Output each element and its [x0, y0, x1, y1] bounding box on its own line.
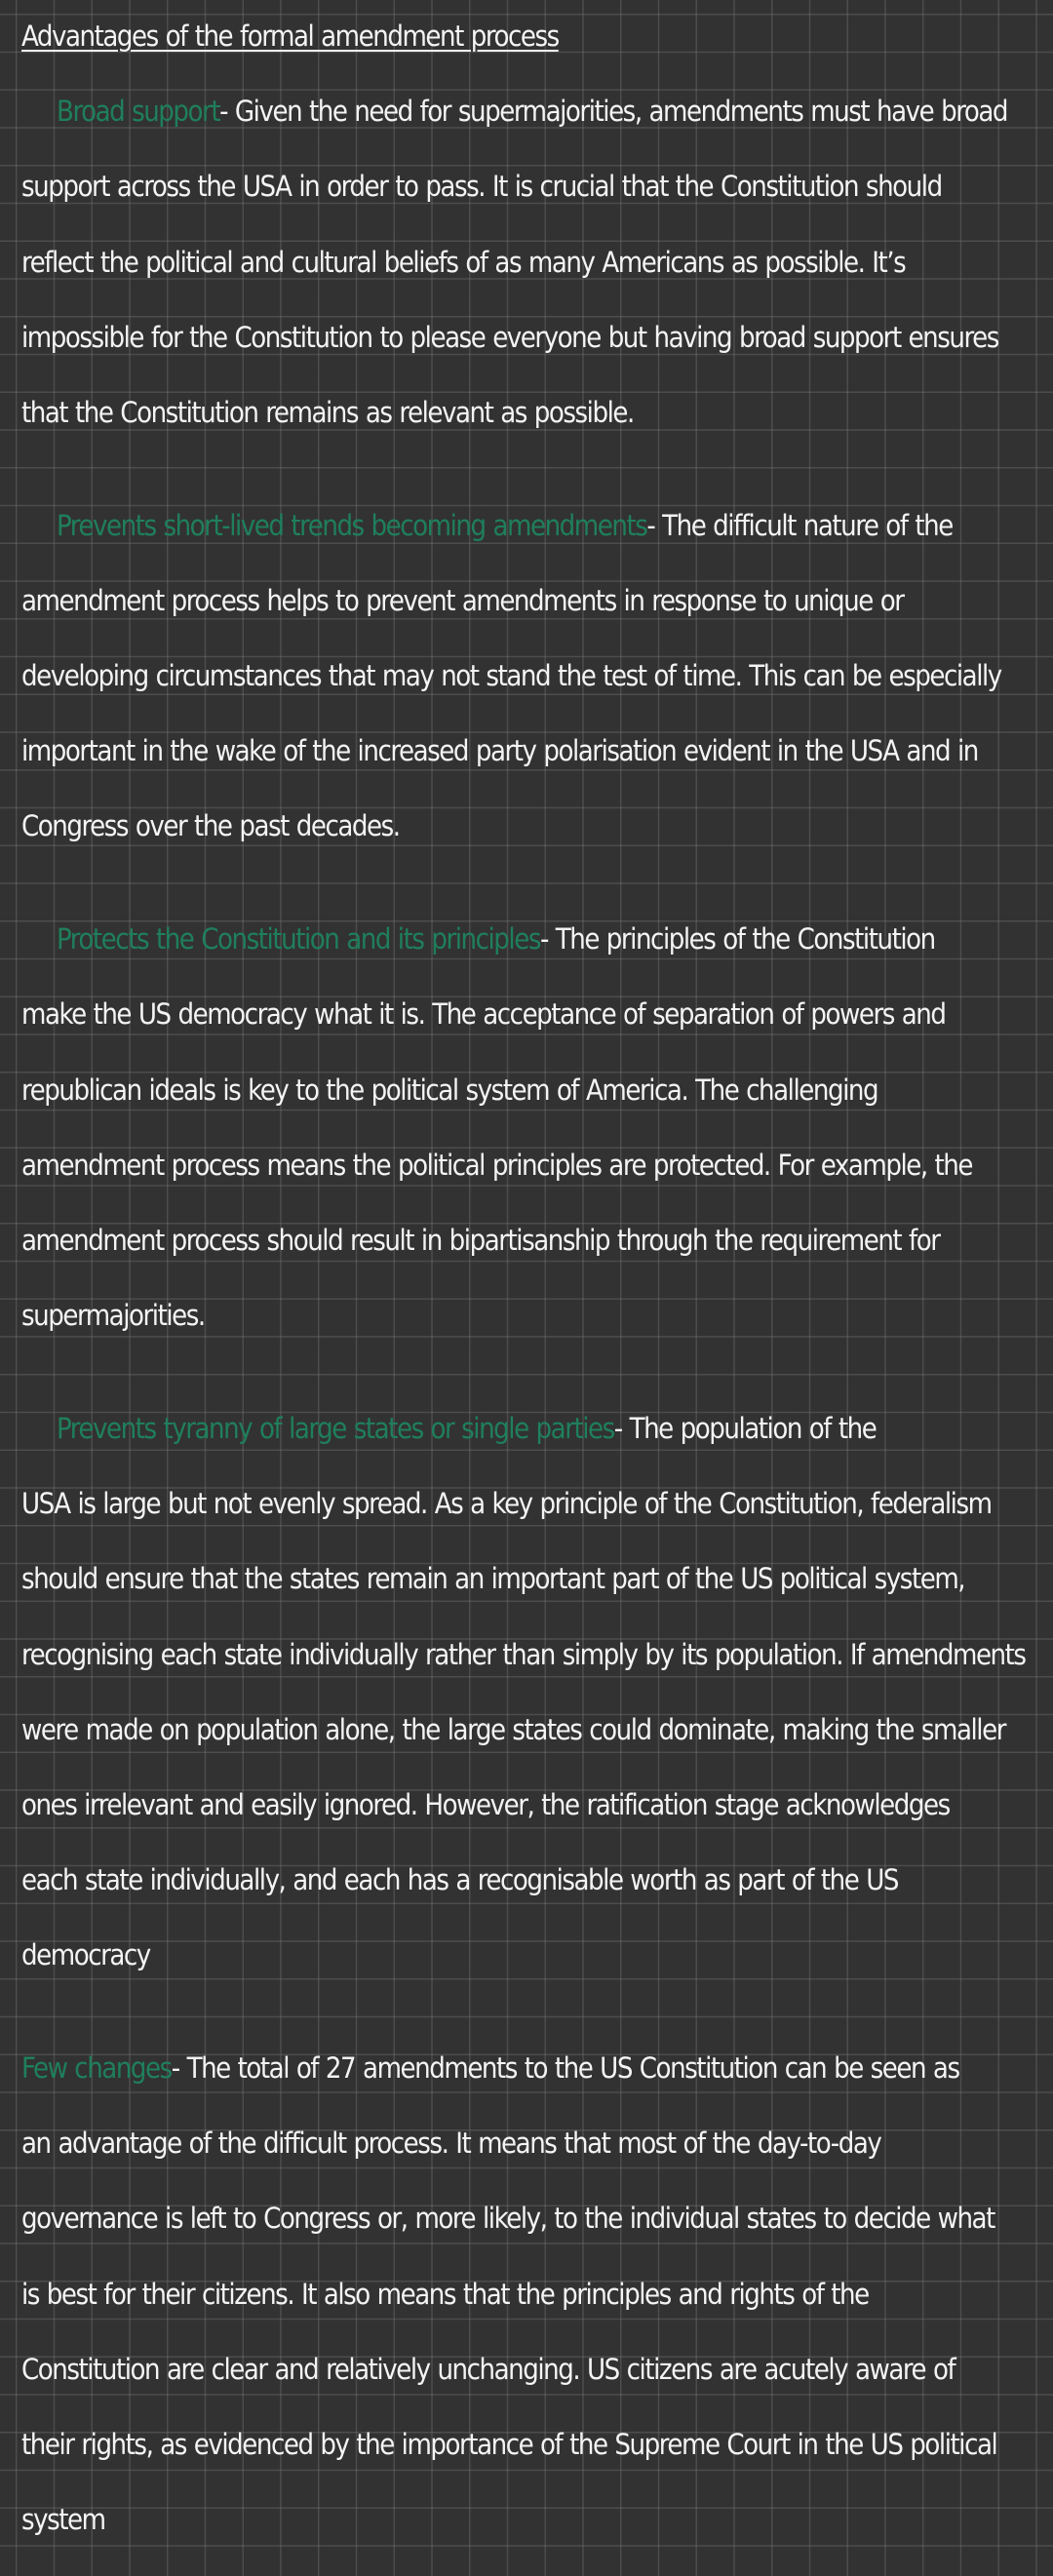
body-line: USA is large but not evenly spread. As a key principle of the Constitution, federalism [21, 1487, 992, 1521]
body-line: that the Constitution remains as relevant as possible. [21, 395, 634, 429]
section-prevents-tyranny [21, 1372, 1035, 2011]
body-line: recognising each state individually rather than simply by its population. If amendments [21, 1637, 1026, 1671]
body-line: developing circumstances that may not stand the test of time. This can be especially [21, 659, 1001, 693]
body-text: - The difficult nature of the [646, 508, 953, 542]
body-line: democracy [21, 1938, 150, 1972]
body-line: support across the USA in order to pass. It is crucial that the Constitution should [21, 170, 942, 204]
body-line: important in the wake of the increased party polarisation evident in the USA and in [21, 734, 978, 768]
body-text: - The population of the [613, 1411, 877, 1445]
section-heading: Prevents tyranny of large states or single parties [57, 1411, 614, 1445]
notes-page [21, 18, 1035, 2576]
body-text: - Given the need for supermajorities, amendments must have broad [219, 95, 1007, 129]
body-line: reflect the political and cultural beliefs of as many Americans as possible. It’s [21, 245, 906, 279]
body-text: - The total of 27 amendments to the US Constitution can be seen as [171, 2051, 959, 2086]
section-heading: Protects the Constitution and its principles [57, 922, 540, 956]
section-first-line [21, 920, 1035, 958]
section-heading: Broad support [57, 95, 220, 129]
body-line: ones irrelevant and easily ignored. However, the ratification stage acknowledges [21, 1787, 950, 1821]
body-line: is best for their citizens. It also means that the principles and rights of the [21, 2277, 869, 2311]
body-line: amendment process should result in bipartisanship through the requirement for [21, 1224, 940, 1257]
body-line: impossible for the Constitution to please everyone but having broad support ensures [21, 320, 998, 354]
section-first-line [21, 1410, 1035, 1448]
section-short-lived-trends [21, 469, 1035, 883]
body-line: Congress over the past decades. [21, 809, 400, 843]
body-line: republican ideals is key to the political system of America. The challenging [21, 1073, 878, 1107]
section-heading: Few changes [21, 2051, 172, 2086]
body-line: system [21, 2503, 105, 2537]
body-line: each state individually, and each has a recognisable worth as part of the US [21, 1863, 898, 1897]
section-first-line [21, 2049, 1035, 2088]
body-text: - The principles of the Constitution [539, 922, 935, 956]
body-line: amendment process helps to prevent amendments in response to unique or [21, 583, 904, 617]
section-few-changes [21, 2011, 1035, 2576]
section-first-line [21, 93, 1035, 131]
body-line: supermajorities. [21, 1299, 205, 1333]
page-title: Advantages of the formal amendment process [21, 20, 559, 53]
body-line: an advantage of the difficult process. It means that most of the day-to-day [21, 2127, 881, 2161]
section-heading: Prevents short-lived trends becoming amendments [57, 508, 647, 542]
body-line: amendment process means the political principles are protected. For example, the [21, 1148, 972, 1182]
body-line: should ensure that the states remain an important part of the US political system, [21, 1562, 965, 1596]
section-protects-constitution [21, 883, 1035, 1373]
section-first-line [21, 507, 1035, 545]
body-line: their rights, as evidenced by the importance of the Supreme Court in the US political [21, 2428, 997, 2461]
body-line: were made on population alone, the large states could dominate, making the smaller [21, 1712, 1005, 1746]
body-line: governance is left to Congress or, more likely, to the individual states to decide what [21, 2202, 994, 2236]
body-line: make the US democracy what it is. The acceptance of separation of powers and [21, 997, 946, 1032]
section-broad-support [21, 56, 1035, 470]
body-line: Constitution are clear and relatively unchanging. US citizens are acutely aware of [21, 2352, 956, 2386]
